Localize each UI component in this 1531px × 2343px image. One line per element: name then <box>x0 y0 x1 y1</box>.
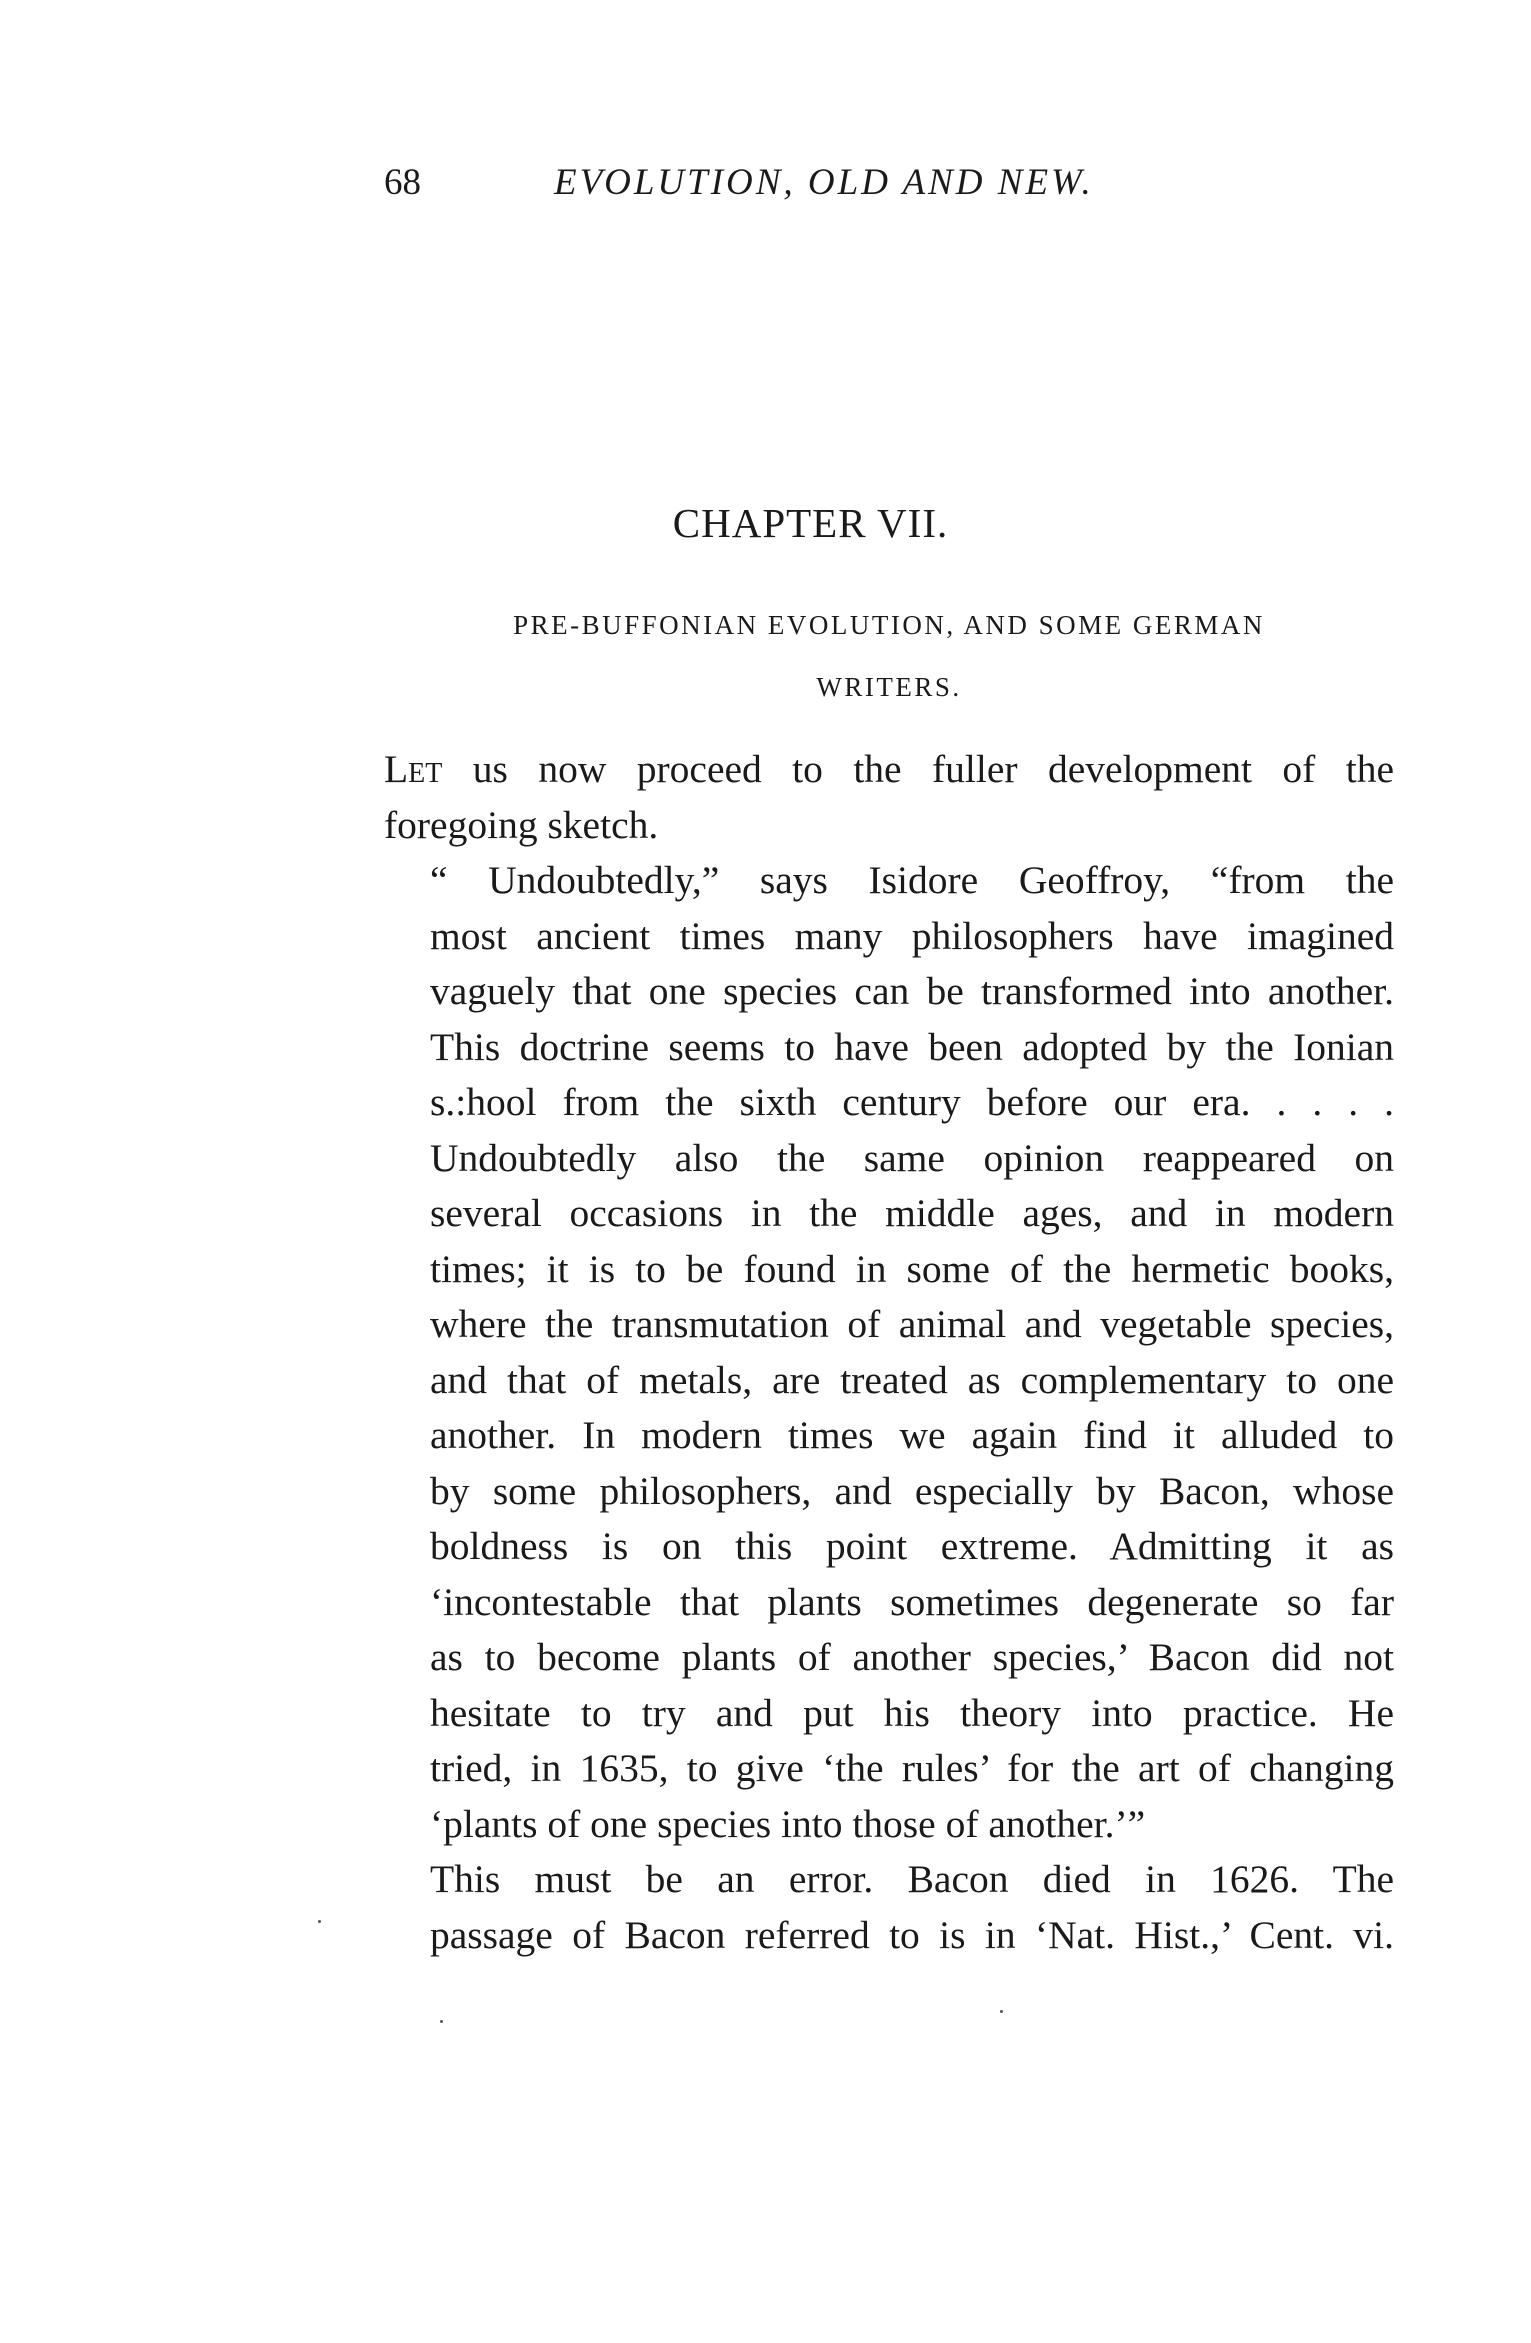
text-line: most ancient times many philosophers have imagined <box>430 913 1394 958</box>
chapter-subtitle <box>384 594 1394 718</box>
chapter-heading: CHAPTER VII. <box>672 500 949 546</box>
text-line: boldness is on this point extreme. Admitting it as <box>430 1524 1394 1568</box>
running-title: EVOLUTION, OLD AND NEW. <box>554 162 1094 203</box>
text-line: hesitate to try and put his theory into practice. He <box>430 1690 1394 1735</box>
body-text <box>384 742 1394 1963</box>
print-speck <box>1000 2010 1003 2013</box>
page-number: 68 <box>384 162 421 203</box>
text-line: s.:hool from the sixth century before our era. . . . . <box>430 1080 1394 1124</box>
running-head <box>384 158 1144 208</box>
text-line: where the transmutation of animal and vegetable species, <box>430 1302 1394 1346</box>
text-line: This doctrine seems to have been adopted by the Ionian <box>430 1024 1394 1069</box>
text-line: “ Undoubtedly,” says Isidore Geoffroy, “from the <box>430 858 1394 902</box>
text-line: times; it is to be found in some of the hermetic books, <box>430 1246 1394 1291</box>
print-speck <box>440 2020 443 2023</box>
text-line: Undoubtedly also the same opinion reappeared on <box>430 1135 1394 1180</box>
text-line: as to become plants of another species,’ Bacon did not <box>430 1635 1394 1679</box>
text-line: passage of Bacon referred to is in ‘Nat. Hist.,’ Cent. vi. <box>430 1912 1394 1957</box>
paragraph-2 <box>384 853 1394 1852</box>
text-line: by some philosophers, and especially by Bacon, whose <box>430 1468 1394 1513</box>
text-line: and that of metals, are treated as complementary to one <box>430 1357 1394 1402</box>
text-line: another. In modern times we again find it alluded to <box>430 1413 1394 1457</box>
chapter-subtitle-line-2: WRITERS. <box>816 672 962 702</box>
paragraph-3 <box>384 1852 1394 1963</box>
text-line: ‘incontestable that plants sometimes degenerate so far <box>430 1579 1394 1624</box>
text-line: tried, in 1635, to give ‘the rules’ for the art of changing <box>430 1746 1394 1790</box>
text-line: Let us now proceed to the fuller development of the <box>384 747 1394 791</box>
text-line: foregoing sketch. <box>384 802 659 847</box>
paragraph-1 <box>384 742 1394 853</box>
text-line: ‘plants of one species into those of another.’” <box>430 1801 1146 1846</box>
chapter-subtitle-line-1: PRE-BUFFONIAN EVOLUTION, AND SOME GERMAN <box>513 610 1265 640</box>
text-line: several occasions in the middle ages, and in modern <box>430 1191 1394 1235</box>
text-line: vaguely that one species can be transformed into another. <box>430 969 1394 1013</box>
print-speck <box>318 1920 321 1923</box>
text-line: This must be an error. Bacon died in 1626. The <box>430 1857 1394 1901</box>
